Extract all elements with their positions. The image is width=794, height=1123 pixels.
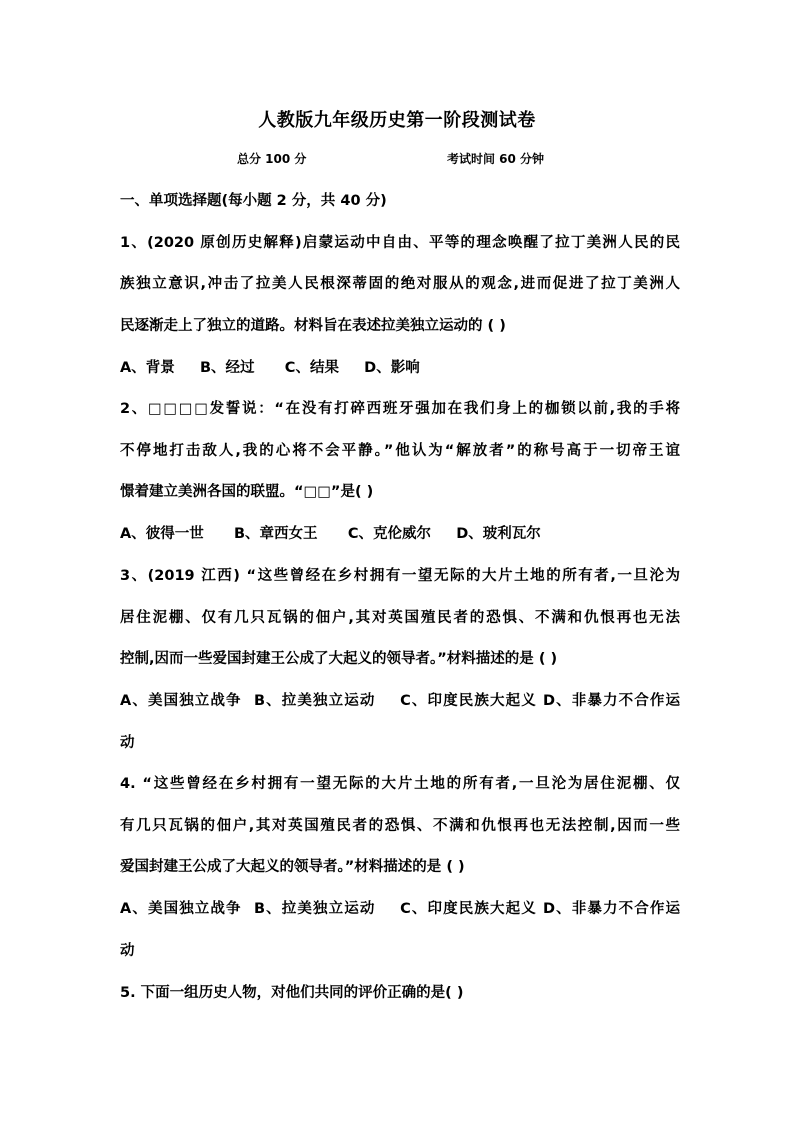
question-3-options-wrap: 动	[120, 735, 135, 751]
question-2-line-2: 不停地打击敌人,我的心将不会平静。”他认为“解放者”的称号高于一切帝王谊	[120, 443, 680, 459]
section-heading: 一、单项选择题(每小题 2 分，共 40 分)	[120, 193, 387, 209]
question-3-options: A、美国独立战争 B、拉美独立运动 C、印度民族大起义 D、非暴力不合作运	[120, 693, 680, 709]
question-4-options: A、美国独立战争 B、拉美独立运动 C、印度民族大起义 D、非暴力不合作运	[120, 901, 680, 917]
question-2-line-1: 2、□□□□发誓说：“在没有打碎西班牙强加在我们身上的枷锁以前,我的手将	[120, 401, 680, 417]
question-1-line-3: 民逐渐走上了独立的道路。材料旨在表述拉美独立运动的 ( )	[120, 318, 506, 334]
question-4-options-wrap: 动	[120, 943, 135, 959]
question-3-line-1: 3、(2019 江西) “这些曾经在乡村拥有一望无际的大片土地的所有者,一旦沦为	[120, 568, 680, 584]
question-2-line-3: 憬着建立美洲各国的联盟。“□□”是( )	[120, 484, 374, 500]
question-4-line-3: 爱国封建王公成了大起义的领导者。”材料描述的是 ( )	[120, 859, 465, 875]
question-1-options: A、背景 B、经过 C、结果 D、影响	[120, 360, 420, 376]
exam-time: 考试时间 60 分钟	[447, 152, 545, 166]
question-3-line-2: 居住泥棚、仅有几只瓦锅的佃户,其对英国殖民者的恐惧、不满和仇恨再也无法	[120, 610, 680, 626]
question-3-line-3: 控制,因而一些爱国封建王公成了大起义的领导者。”材料描述的是 ( )	[120, 651, 558, 667]
question-4-line-2: 有几只瓦锅的佃户,其对英国殖民者的恐惧、不满和仇恨再也无法控制,因而一些	[120, 818, 680, 834]
total-score: 总分 100 分	[237, 152, 307, 166]
question-5-line-1: 5. 下面一组历史人物，对他们共同的评价正确的是( )	[120, 985, 464, 1001]
page-title: 人教版九年级历史第一阶段测试卷	[258, 110, 536, 131]
question-1-line-1: 1、(2020 原创历史解释)启蒙运动中自由、平等的理念唤醒了拉丁美洲人民的民	[120, 235, 680, 251]
question-2-options: A、彼得一世 B、章西女王 C、克伦威尔 D、玻利瓦尔	[120, 526, 541, 542]
question-4-line-1: 4. “这些曾经在乡村拥有一望无际的大片土地的所有者,一旦沦为居住泥棚、仅	[120, 776, 680, 792]
question-1-line-2: 族独立意识,冲击了拉美人民根深蒂固的绝对服从的观念,进而促进了拉丁美洲人	[120, 276, 680, 292]
